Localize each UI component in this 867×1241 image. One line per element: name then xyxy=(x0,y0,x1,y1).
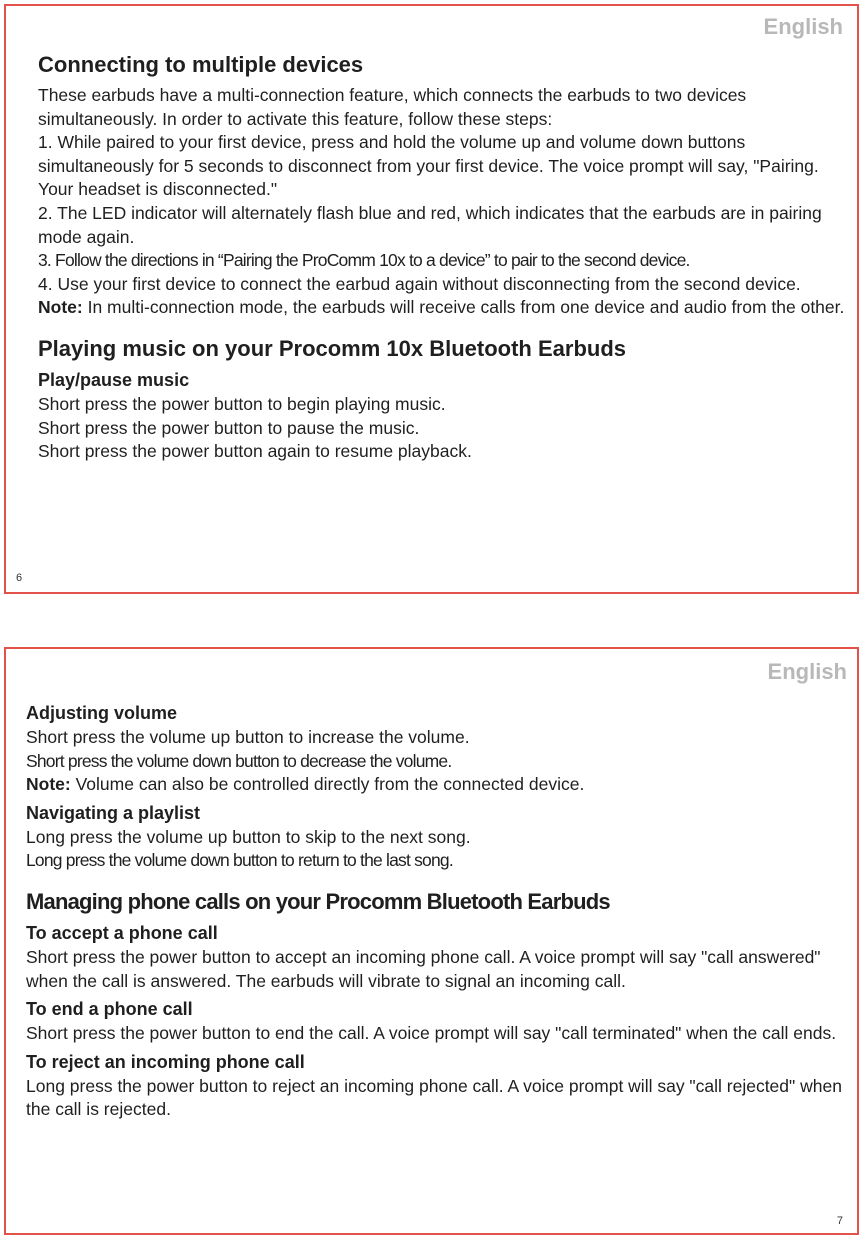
subsection-title-reject-call: To reject an incoming phone call xyxy=(26,1051,305,1072)
instruction-line: Short press the volume up button to increase the volume. xyxy=(26,727,470,747)
subsection-title-end-call: To end a phone call xyxy=(26,999,193,1020)
language-label: English xyxy=(763,14,843,39)
step-item: 1. While paired to your first device, press and hold the volume up and volume down buttons simultaneously for 5 seconds to disconnect from your first device. The voice prompt will say, "Pairing. Your headset is disconnected." xyxy=(38,132,819,200)
section-title-phone-calls: Managing phone calls on your Procomm Bluetooth Earbuds xyxy=(26,888,610,914)
subsection-title-play-pause: Play/pause music xyxy=(38,369,190,390)
manual-page-6 xyxy=(4,4,859,594)
instruction-line: Short press the power button to begin playing music. xyxy=(38,393,446,414)
instruction-paragraph: Short press the power button to end the call. A voice prompt will say "call terminated" when the call ends. xyxy=(26,1023,837,1044)
instruction-line: Short press the power button again to resume playback. xyxy=(38,441,472,462)
instruction-line: Long press the volume down button to return to the last song. xyxy=(26,850,453,871)
page-number: 6 xyxy=(16,572,23,584)
instruction-paragraph: Short press the power button to accept an incoming phone call. A voice prompt will say "call answered" when the call is answered. The earbuds will vibrate to signal an incoming call. xyxy=(26,946,821,991)
step-item: 4. Use your first device to connect the earbud again without disconnecting from the second device. xyxy=(38,273,801,294)
section-title-playing-music: Playing music on your Procomm 10x Bluetooth Earbuds xyxy=(38,335,627,361)
note-label: Note: xyxy=(38,297,83,318)
instruction-line: Long press the volume up button to skip to the next song. xyxy=(26,826,471,847)
subsection-title-navigating-playlist: Navigating a playlist xyxy=(26,802,201,823)
instruction-paragraph: Long press the power button to reject an incoming phone call. A voice prompt will say "call rejected" when the call is rejected. xyxy=(26,1075,842,1120)
language-label: English xyxy=(767,659,847,684)
note-text: In multi-connection mode, the earbuds will receive calls from one device and audio from the other. xyxy=(82,297,845,318)
section-title-multiple-devices: Connecting to multiple devices xyxy=(38,52,364,77)
page-content xyxy=(38,50,848,464)
note-text: Volume can also be controlled directly from the connected device. xyxy=(70,774,585,795)
intro-paragraph: These earbuds have a multi-connection feature, which connects the earbuds to two devices simultaneously. In order to activate this feature, follow these steps: xyxy=(38,85,747,129)
step-item: 2. The LED indicator will alternately flash blue and red, which indicates that the earbuds are in pairing mode again. xyxy=(38,202,822,247)
note-paragraph xyxy=(38,296,848,320)
instruction-line: Short press the power button to pause the music. xyxy=(38,417,420,438)
steps-list xyxy=(38,131,848,296)
subsection-title-accept-call: To accept a phone call xyxy=(26,922,218,943)
page-content xyxy=(26,701,856,1122)
subsection-title-adjusting-volume: Adjusting volume xyxy=(26,703,178,723)
step-item: 3. Follow the directions in “Pairing the ProComm 10x to a device” to pair to the second device. xyxy=(38,250,690,271)
page-number: 7 xyxy=(836,1215,843,1227)
note-paragraph xyxy=(26,773,856,797)
note-label: Note: xyxy=(26,774,71,795)
instruction-line: Short press the volume down button to decrease the volume. xyxy=(26,750,452,771)
manual-page-7 xyxy=(4,647,859,1235)
